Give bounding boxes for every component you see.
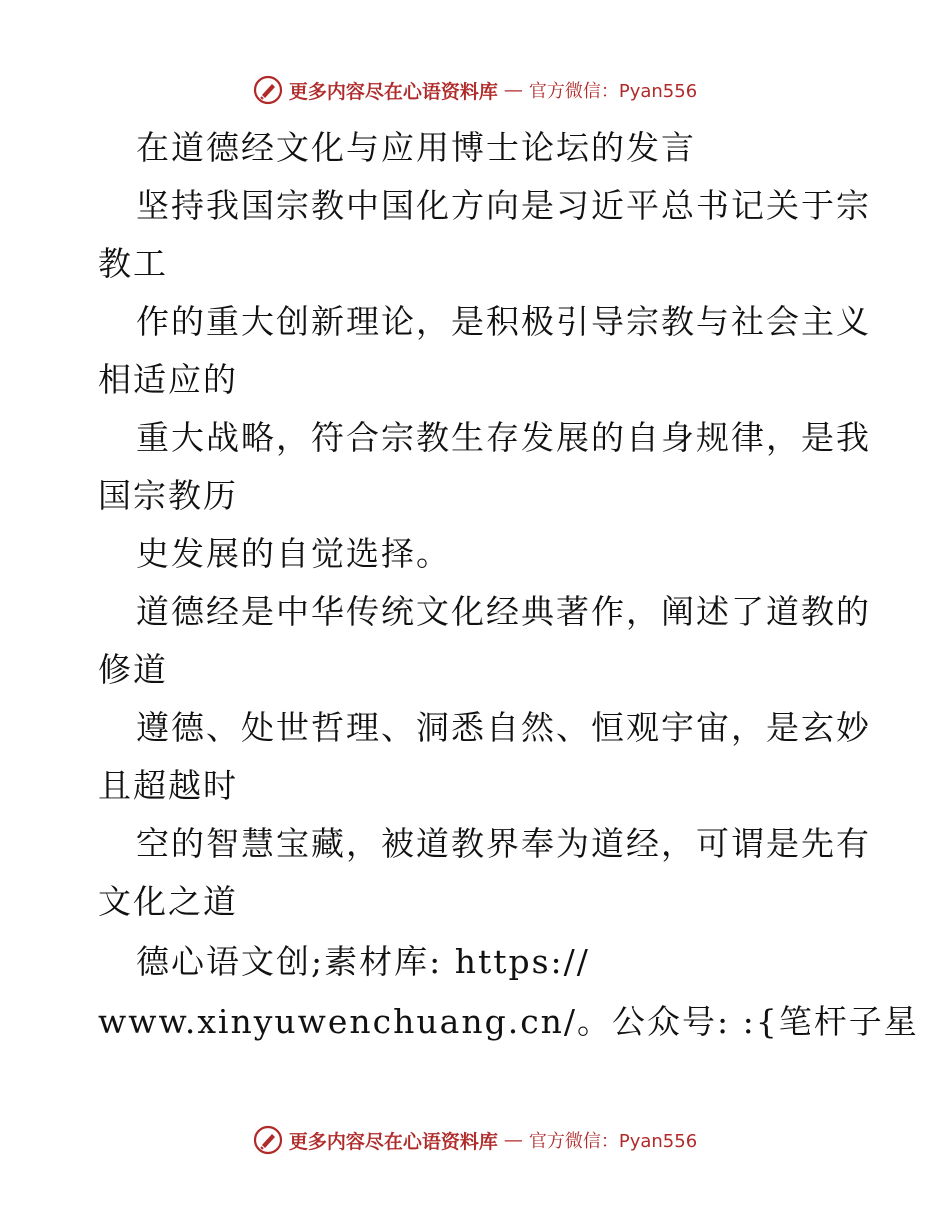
banner-separator: — xyxy=(503,79,523,101)
text-line: 道德经是中华传统文化经典著作，阐述了道教的 xyxy=(136,592,871,631)
banner-separator: — xyxy=(503,1129,523,1151)
pen-logo-icon xyxy=(253,75,283,105)
text-line: 德心语文创;素材库: https:// xyxy=(136,942,590,981)
banner-wechat-text: 官方微信：Pyan556 xyxy=(528,81,698,102)
text-line: 坚持我国宗教中国化方向是习近平总书记关于宗 xyxy=(136,186,871,225)
text-line: 史发展的自觉选择。 xyxy=(136,534,451,573)
pen-logo-icon xyxy=(253,1125,283,1155)
text-line: www.xinyuwenchuang.cn/。公众号: :{笔杆子星 xyxy=(98,1002,919,1041)
banner-site-text: 更多内容尽在心语资料库 xyxy=(288,1130,498,1153)
banner-wechat-text: 官方微信：Pyan556 xyxy=(528,1131,698,1152)
footer-banner xyxy=(0,1120,950,1160)
header-banner xyxy=(0,70,950,110)
text-line: 重大战略，符合宗教生存发展的自身规律，是我 xyxy=(136,418,871,457)
text-line: 教工 xyxy=(98,244,168,283)
text-line: 相适应的 xyxy=(98,360,238,399)
text-line: 文化之道 xyxy=(98,882,238,921)
text-line: 国宗教历 xyxy=(98,476,238,515)
text-line: 遵德、处世哲理、洞悉自然、恒观宇宙，是玄妙 xyxy=(136,708,871,747)
text-line: 修道 xyxy=(98,650,168,689)
text-line: 且超越时 xyxy=(98,766,238,805)
document-title: 在道德经文化与应用博士论坛的发言 xyxy=(136,128,696,167)
text-line: 作的重大创新理论，是积极引导宗教与社会主义 xyxy=(136,302,871,341)
text-line: 空的智慧宝藏，被道教界奉为道经，可谓是先有 xyxy=(136,824,871,863)
banner-site-text: 更多内容尽在心语资料库 xyxy=(288,80,498,103)
